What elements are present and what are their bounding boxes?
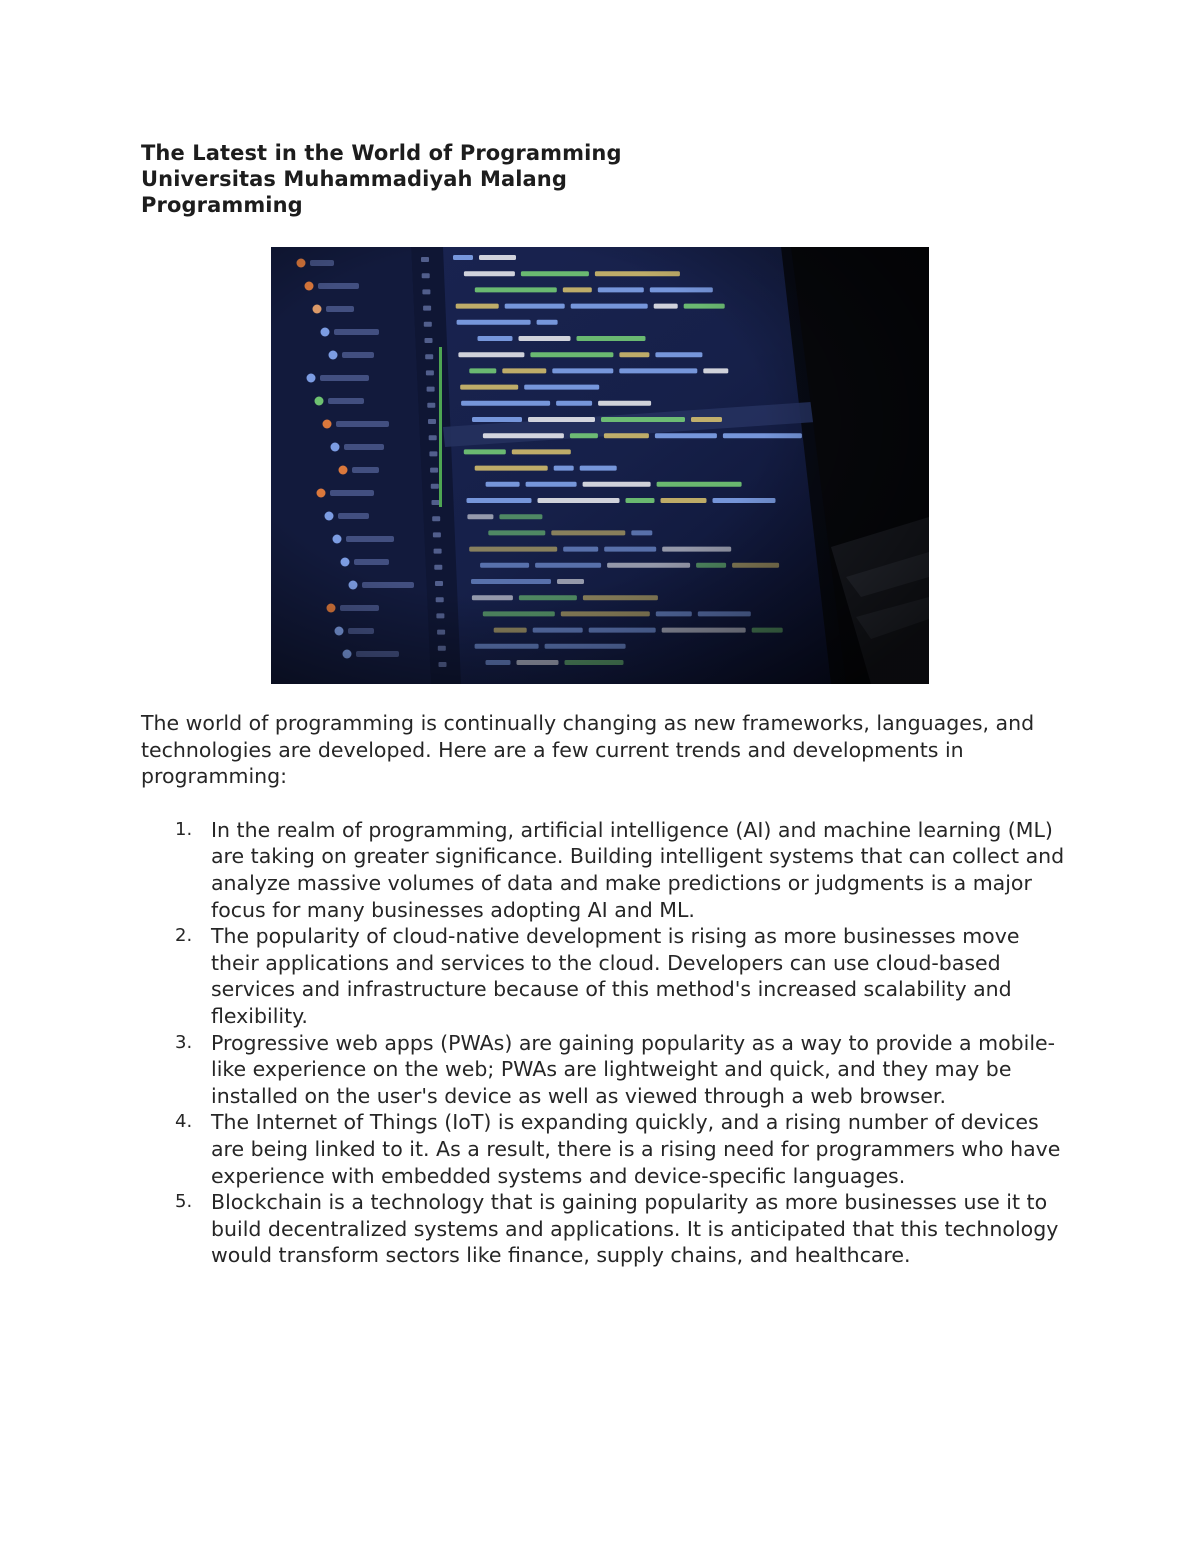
institution-name: Universitas Muhammadiyah Malang [141, 167, 567, 191]
intro-paragraph: The world of programming is continually changing as new frameworks, languages, and technologies are developed. Here are a few current trends and developments in programming: [141, 711, 1035, 789]
document-category: Programming [141, 193, 303, 217]
list-item-text: In the realm of programming, artificial intelligence (AI) and machine learning (ML) are taking on greater significance. Building intelligent systems that can collect and analyze massive volumes of data and make predictions or judgments is a major focus for many businesses adopting AI and ML. [211, 817, 1065, 922]
list-item-number: 4. [175, 1111, 193, 1133]
list-item-text: The popularity of cloud-native development is rising as more businesses move their applications and services to the cloud. Developers can use cloud-based services and infrastructure because of this method's increased scalability and flexibility. [211, 924, 1020, 1028]
list-item-number: 3. [175, 1031, 193, 1053]
code-editor-photo [271, 247, 929, 684]
list-item-text: Blockchain is a technology that is gaining popularity as more businesses use it to build decentralized systems and applications. It is anticipated that this technology would transform sectors like finance, supply chains, and healthcare. [211, 1190, 1059, 1268]
list-item [141, 1109, 1071, 1189]
list-item-number: 1. [175, 818, 193, 840]
list-item-number: 5. [175, 1191, 193, 1213]
list-item [141, 923, 1071, 1029]
list-item [141, 817, 1071, 923]
list-item [141, 1189, 1071, 1269]
trends-list [141, 817, 1071, 1269]
document-body [141, 710, 1071, 1269]
list-item-number: 2. [175, 925, 193, 947]
document-title: The Latest in the World of Programming [141, 141, 622, 165]
list-item-text: The Internet of Things (IoT) is expanding quickly, and a rising number of devices are being linked to it. As a result, there is a rising need for programmers who have experience with embedded systems and device-specific languages. [211, 1110, 1061, 1188]
list-item [141, 1030, 1071, 1110]
list-item-text: Progressive web apps (PWAs) are gaining popularity as a way to provide a mobile-like experience on the web; PWAs are lightweight and quick, and they may be installed on the user's device as well as viewed through a web browser. [211, 1030, 1056, 1108]
document-header [141, 140, 1041, 218]
code-editor-laptop-icon [271, 247, 929, 684]
